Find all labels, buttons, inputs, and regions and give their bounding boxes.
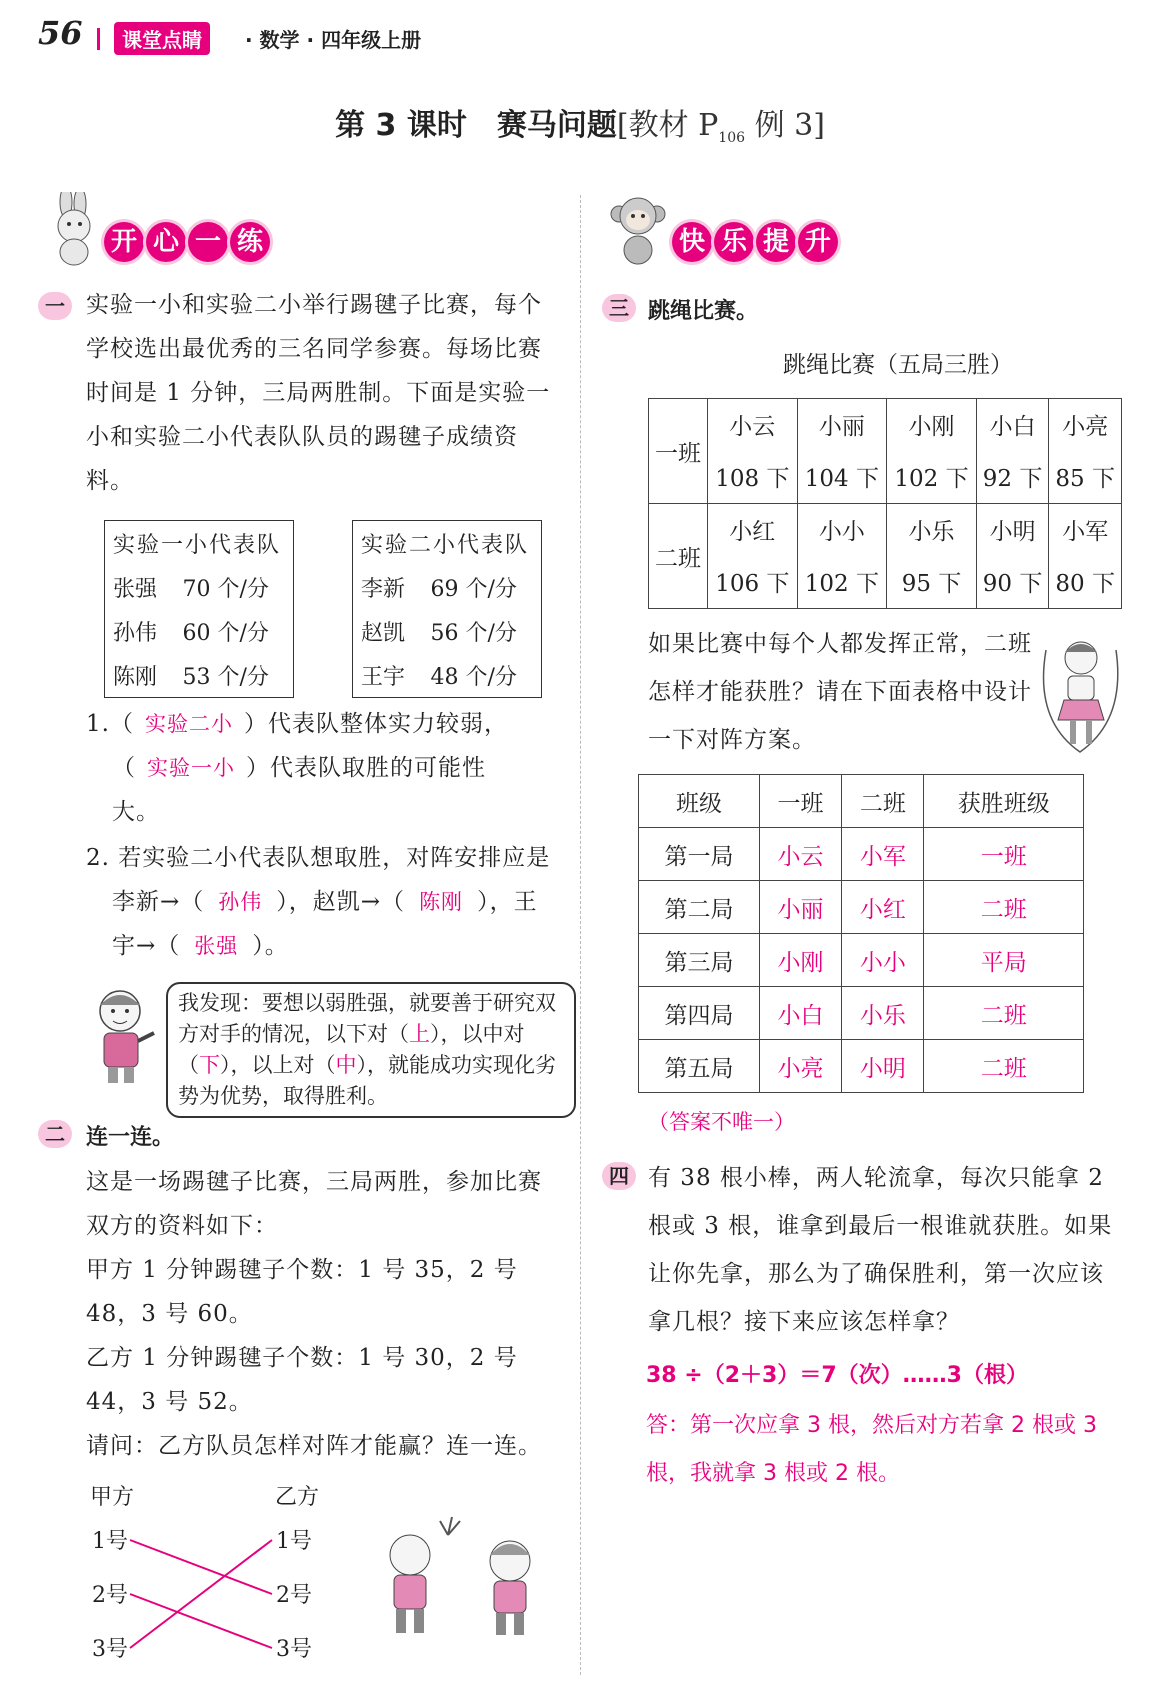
a-3: 3号 — [92, 1637, 128, 1662]
match-line-a3-b1 — [130, 1540, 272, 1648]
plan-header-corner: 班级 — [639, 775, 760, 828]
question-3-text: 如果比赛中每个人都发挥正常，二班怎样才能获胜？请在下面表格中设计一下对阵方案。 — [648, 631, 1032, 753]
kids-playing-illustration — [360, 1515, 560, 1649]
question-1-part1: 1.（ 实验二小 ）代表队整体实力较弱， （ 实验一小 ）代表队取胜的可能性 大。 — [86, 711, 508, 825]
scores-table-title: 跳绳比赛（五局三胜） — [783, 352, 1013, 378]
a-2: 2号 — [92, 1583, 128, 1608]
question-number-2: 二 — [38, 1120, 72, 1148]
b-1: 1号 — [276, 1529, 312, 1554]
match-plan-table: 班级 一班 二班 获胜班级 第一局 小云 小军 一班 第二局 小丽 小红 二班 第三局 小刚 小小 平局 第四局 小白 小乐 二班 第五局 小亮 小明 二班 — [638, 774, 1084, 1093]
team2-table: 实验二小代表队 李新 69 个/分 赵凯 56 个/分 王宇 48 个/分 — [352, 520, 542, 698]
lesson-title-main: 第 3 课时 赛马问题 — [335, 108, 617, 143]
question-number-3: 三 — [602, 294, 636, 322]
question-1-part2: 2. 若实验二小代表队想取胜，对阵安排应是 李新→（ 孙伟 ），赵凯→（ 陈刚 ），王 宇→（ 张强 ）。 — [86, 845, 551, 959]
a-1: 1号 — [92, 1529, 128, 1554]
monkey-illustration — [605, 192, 675, 271]
header-badge: 课堂点睛 — [114, 22, 210, 55]
match-line-a1-b2 — [130, 1540, 272, 1594]
question-4-calc: 38 ÷（2＋3）＝7（次）……3（根） — [646, 1363, 1028, 1388]
question-2-text: 这是一场踢毽子比赛，三局两胜，参加比赛双方的资料如下： 甲方 1 分钟踢毽子个数：1 号 35，2 号 48，3 号 60。 乙方 1 分钟踢毽子个数：1 号 30，2 号 44，3 号 52。 请问：乙方队员怎样对阵才能赢？连一连。 — [86, 1169, 542, 1459]
team1-table: 实验一小代表队 张强 70 个/分 孙伟 60 个/分 陈刚 53 个/分 — [104, 520, 294, 698]
question-4-answer: 答：第一次应拿 3 根，然后对方若拿 2 根或 3 根，我就拿 3 根或 2 根。 — [646, 1413, 1097, 1486]
b-3: 3号 — [276, 1637, 312, 1662]
question-2-head: 连一连。 — [86, 1125, 175, 1150]
column-divider — [580, 195, 581, 1675]
discovery-box: 我发现：要想以弱胜强，就要善于研究双方对手的情况，以下对（上），以中对（下），以上对（中），就能成功实现化劣势为优势，取得胜利。 — [166, 982, 576, 1118]
scores-table: 一班 小云 小丽 小刚 小白 小亮 108 下 104 下 102 下 92 下 85 下 二班 小红 小小 小乐 小明 小军 106 下 102 下 95 下 90 下 80 下 — [648, 398, 1122, 609]
match-line-a2-b3 — [130, 1594, 272, 1648]
girl-jumprope-illustration — [1040, 630, 1122, 764]
page-number: 56 — [38, 14, 83, 52]
side-b-label: 乙方 — [275, 1485, 320, 1510]
answer-note: （答案不唯一） — [648, 1110, 795, 1134]
question-1-text: 实验一小和实验二小举行踢毽子比赛，每个学校选出最优秀的三名同学参赛。每场比赛时间是 1 分钟，三局两胜制。下面是实验一小和实验二小代表队队员的踢毽子成绩资料。 — [86, 292, 551, 494]
side-a-label: 甲方 — [90, 1485, 135, 1510]
section-banner-practice: 开 心 一 练 — [104, 222, 270, 262]
question-number-4: 四 — [602, 1162, 636, 1190]
b-2: 2号 — [276, 1583, 312, 1608]
question-3-head: 跳绳比赛。 — [648, 299, 759, 324]
question-4-text: 有 38 根小棒，两人轮流拿，每次只能拿 2 根或 3 根，谁拿到最后一根谁就获胜。如果让你先拿，那么为了确保胜利，第一次应该拿几根？接下来应该怎样拿？ — [648, 1165, 1113, 1335]
question-number-1: 一 — [38, 292, 72, 320]
header-subtitle: · 数学 · 四年级上册 — [245, 28, 422, 52]
section-banner-improve: 快 乐 提 升 — [672, 222, 838, 262]
lesson-ref: [教材 $P_{106}$ 例 3] — [616, 108, 825, 146]
